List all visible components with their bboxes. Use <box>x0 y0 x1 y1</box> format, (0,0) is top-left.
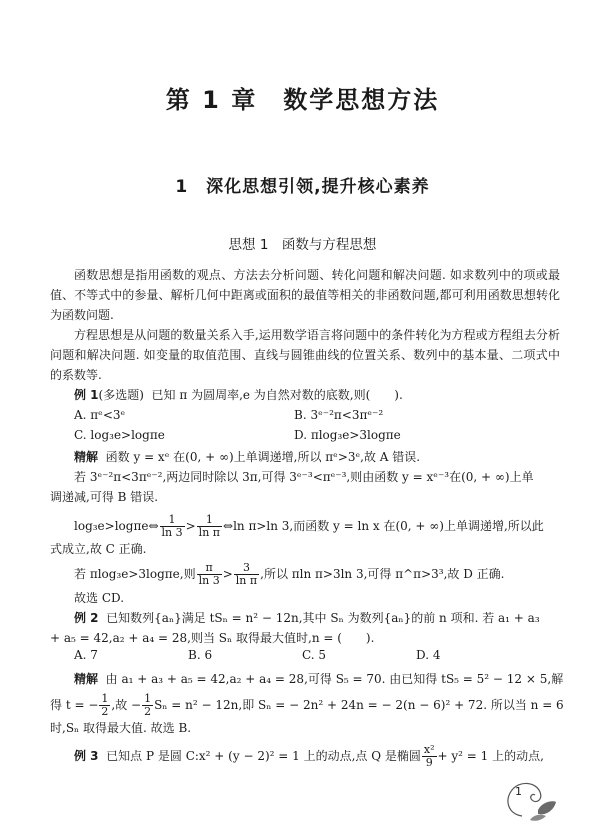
example2-sol2-mid: ,故 − <box>111 698 142 712</box>
fraction-denominator: 2 <box>144 705 152 718</box>
example1-solution-text-1: 函数 y = xᵉ 在(0, + ∞)上单调递增,所以 πᵉ>3ᵉ,故 A 错误. <box>105 450 421 464</box>
example1-answer: 故选 CD. <box>74 591 125 605</box>
fraction-numerator: 1 <box>101 692 109 705</box>
example1-solution-3b: 式成立,故 C 正确. <box>50 542 147 556</box>
example2-question-b: + a₅ = 42,a₂ + a₄ = 28,则当 Sₙ 取得最大值时,n = ( ). <box>50 631 375 645</box>
example1-option-d: D. πlog₃e>3logπe <box>294 428 401 442</box>
example3-question-prefix: 已知点 P 是圆 C:x² + (y − 2)² = 1 上的动点,点 Q 是椭圆 <box>106 749 421 763</box>
fraction-numerator: 1 <box>197 514 222 527</box>
fraction <box>197 562 222 587</box>
example1-solution-1 <box>50 447 584 467</box>
fraction-denominator: 2 <box>101 705 109 718</box>
example2-label: 例 2 <box>74 611 99 625</box>
example3-question <box>50 743 584 769</box>
page-number-ornament <box>500 776 560 821</box>
fraction-denominator: ln 3 <box>198 574 220 587</box>
fraction-numerator: x² <box>423 743 435 756</box>
example1-sol4-suffix: ,所以 πln π>3ln 3,可得 π^π>3³,故 D 正确. <box>260 567 505 581</box>
fraction-numerator: 1 <box>160 514 185 527</box>
chapter-title: 第 1 章 数学思想方法 <box>165 86 440 114</box>
example1-option-a: A. πᵉ<3ᵉ <box>74 408 126 422</box>
example2-solution-text-1: 由 a₁ + a₃ + a₅ = 42,a₂ + a₄ = 28,可得 S₅ = 70. 由已知得 tS₅ = 5² − 12 × 5,解 <box>105 672 564 686</box>
example1-solution-2b: 调递减,可得 B 错误. <box>50 490 159 504</box>
example1-solution-2a: 若 3ᵉ⁻²π<3πᵉ⁻²,两边同时除以 3π,可得 3ᵉ⁻³<πᵉ⁻³,则由函数 y = xᵉ⁻³在(0, + ∞)上单 <box>74 470 534 484</box>
fraction <box>234 562 259 587</box>
example3-label: 例 3 <box>74 749 99 763</box>
example1-option-b: B. 3ᵉ⁻²π<3πᵉ⁻² <box>294 408 384 422</box>
fraction <box>142 693 153 718</box>
example2-solution-1 <box>50 669 584 689</box>
example1-question-text: 已知 π 为圆周率,e 为自然对数的底数,则( ). <box>151 388 403 402</box>
example1-label: 例 1 <box>74 388 99 402</box>
example2-question-a <box>50 608 584 628</box>
example2-sol2-prefix: 得 t = − <box>50 698 99 712</box>
intro-paragraph-function: 函数思想是指用函数的观点、方法去分析问题、转化问题和解决问题. 如求数列中的项或最值、不等式中的参量、解析几何中距离或面积的最值等相关的非函数问题,都可利用函数思想转化为函数问题. <box>50 268 560 322</box>
example1-sol3-prefix: log₃e>logπe⇔ <box>74 519 159 533</box>
fraction <box>197 514 222 539</box>
example1-sol4-prefix: 若 πlog₃e>3logπe,则 <box>74 567 196 581</box>
page-number: 1 <box>515 785 522 798</box>
fraction <box>99 693 110 718</box>
example2-option-b: B. 6 <box>188 648 213 662</box>
intro-paragraph-equation: 方程思想是从问题的数量关系入手,运用数学语言将问题中的条件转化为方程或方程组去分析问题和解决问题. 如变量的取值范围、直线与圆锥曲线的位置关系、数列中的基本量、二项式中的系数等. <box>50 328 560 382</box>
fraction-numerator: 3 <box>234 562 259 575</box>
subsection-title: 思想 1 函数与方程思想 <box>228 237 377 253</box>
example1-solution-4: 若 πlog₃e>3logπe,则 $\frac{\pi}{\ln 3}$ > $\frac{3}{\text{ln π}}$ ,所以 πln π>3ln 3,可得 π^π>3³,故 D 正确. <box>74 561 505 587</box>
example2-solution-label: 精解 <box>74 672 99 686</box>
example2-question-text-a: 已知数列{aₙ}满足 tSₙ = n² − 12n,其中 Sₙ 为数列{aₙ}的前 n 项和. 若 a₁ + a₃ <box>106 611 540 625</box>
fraction-denominator: ln π <box>235 574 258 587</box>
section-title: 1 深化思想引领,提升核心素养 <box>175 177 430 197</box>
example2-option-c: C. 5 <box>302 648 327 662</box>
example3-question-suffix: + y² = 1 上的动点, <box>437 749 544 763</box>
example2-option-a: A. 7 <box>74 648 98 662</box>
leaf-swirl-icon <box>500 776 560 821</box>
fraction-numerator: 1 <box>144 692 152 705</box>
example2-sol2-suffix: Sₙ = n² − 12n,即 Sₙ = − 2n² + 24n = − 2(n − 6)² + 72. 所以当 n = 6 <box>154 698 564 712</box>
fraction <box>160 514 185 539</box>
example1-sol3-suffix: ⇔ln π>ln 3,而函数 y = ln x 在(0, + ∞)上单调递增,所以此 <box>223 519 544 533</box>
example1-option-c: C. log₃e>logπe <box>74 428 165 442</box>
fraction-numerator: π <box>197 562 222 575</box>
example1-question <box>50 385 584 405</box>
example2-solution-2 <box>50 692 564 718</box>
fraction-denominator: ln 3 <box>161 526 183 539</box>
example2-solution-3: 时,Sₙ 取得最大值. 故选 B. <box>50 721 192 735</box>
example1-solution-3: log₃e>logπe⇔ $\frac{1}{\ln 3}$ > $\frac{1}{\text{ln π}}$ ⇔ln π>ln 3,而函数 y = ln x 在(0, + ∞)上单调递增,所以此 <box>74 513 544 539</box>
example2-option-d: D. 4 <box>416 648 441 662</box>
example1-tag: (多选题) <box>98 388 144 402</box>
fraction-denominator: ln π <box>198 526 221 539</box>
example1-solution-label: 精解 <box>74 450 99 464</box>
fraction <box>422 744 437 769</box>
fraction-denominator: 9 <box>425 756 433 769</box>
